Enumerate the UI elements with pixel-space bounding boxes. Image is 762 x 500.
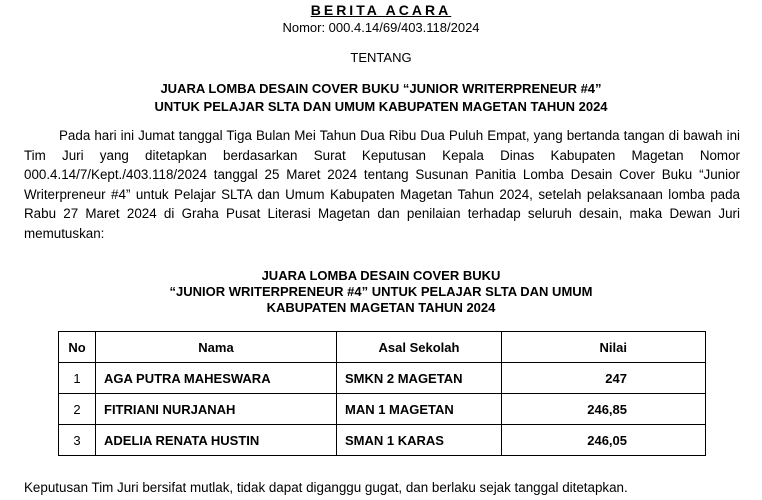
document-title: BERITA ACARA bbox=[310, 2, 452, 18]
cell-name: AGA PUTRA MAHESWARA bbox=[96, 363, 337, 394]
cell-score: 246,85 bbox=[502, 394, 706, 425]
cell-score: 246,05 bbox=[502, 425, 706, 456]
closing-statement: Keputusan Tim Juri bersifat mutlak, tidak dapat diganggu gugat, dan berlaku sejak tanggal ditetapkan. bbox=[24, 480, 628, 495]
heading-line: UNTUK PELAJAR SLTA DAN UMUM KABUPATEN MAGETAN TAHUN 2024 bbox=[154, 99, 608, 114]
paragraph-text: Pada hari ini Jumat tanggal Tiga Bulan Mei Tahun Dua Ribu Dua Puluh Empat, yang bertanda tangan di bawah ini Tim Juri yang ditetapkan berdasarkan Surat Keputusan Kepala Dinas Kabupaten Magetan Nomor 000.4.14/7/Kept./403.118/2024 tanggal 25 Maret 2024 tentang Susunan Panitia Lomba Desain Cover Buku “Junior Writerpreneur #4” untuk Pelajar SLTA dan Umum Kabupaten Magetan Tahun 2024, setelah pelaksanaan lomba pada Rabu 27 Maret 2024 di Graha Pusat Literasi Magetan dan penilaian terhadap seluruh desain, maka Dewan Juri memutuskan: bbox=[24, 128, 740, 241]
body-paragraph bbox=[24, 126, 740, 243]
cell-school: MAN 1 MAGETAN bbox=[337, 394, 502, 425]
results-heading bbox=[0, 268, 762, 316]
document-number: Nomor: 000.4.14/69/403.118/2024 bbox=[282, 20, 480, 35]
cell-school: SMKN 2 MAGETAN bbox=[337, 363, 502, 394]
table-row bbox=[59, 363, 706, 394]
column-header-name: Nama bbox=[96, 332, 337, 363]
results-heading-line: “JUNIOR WRITERPRENEUR #4” UNTUK PELAJAR SLTA DAN UMUM bbox=[169, 284, 593, 299]
cell-no: 2 bbox=[59, 394, 96, 425]
column-header-score: Nilai bbox=[502, 332, 706, 363]
subject-label: TENTANG bbox=[350, 50, 412, 65]
table-row bbox=[59, 394, 706, 425]
cell-name: FITRIANI NURJANAH bbox=[96, 394, 337, 425]
cell-no: 3 bbox=[59, 425, 96, 456]
results-table bbox=[58, 331, 706, 456]
column-header-no: No bbox=[59, 332, 96, 363]
results-heading-line: JUARA LOMBA DESAIN COVER BUKU bbox=[261, 268, 501, 283]
table-header-row bbox=[59, 332, 706, 363]
cell-name: ADELIA RENATA HUSTIN bbox=[96, 425, 337, 456]
cell-score: 247 bbox=[502, 363, 706, 394]
column-header-school: Asal Sekolah bbox=[337, 332, 502, 363]
heading-line: JUARA LOMBA DESAIN COVER BUKU “JUNIOR WRITERPRENEUR #4” bbox=[160, 81, 602, 96]
results-heading-line: KABUPATEN MAGETAN TAHUN 2024 bbox=[266, 300, 496, 315]
table-row bbox=[59, 425, 706, 456]
cell-no: 1 bbox=[59, 363, 96, 394]
document-heading bbox=[0, 80, 762, 116]
cell-school: SMAN 1 KARAS bbox=[337, 425, 502, 456]
